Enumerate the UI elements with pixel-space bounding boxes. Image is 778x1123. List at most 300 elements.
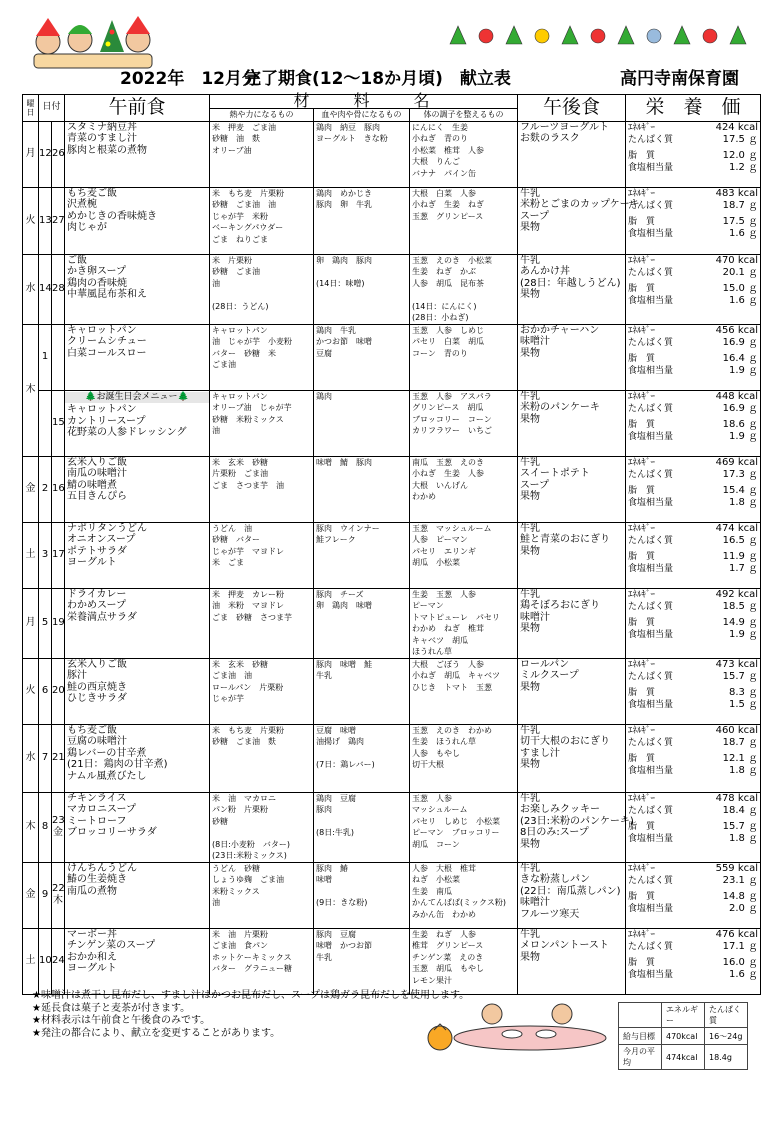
lunch-item: 豚肉と根菜の煮物 (67, 144, 148, 156)
nutrition-salt (628, 295, 758, 307)
ingredient-line: オリーブ油 じゃが芋 (212, 403, 292, 412)
menu-row (23, 187, 761, 254)
day-cell: 金 (23, 862, 39, 928)
goal-head (619, 1003, 662, 1028)
day-cell: 火 (23, 187, 39, 254)
ingredient-line: しょうゆ麹 ごま油 (212, 875, 285, 884)
nutrition-cell (626, 658, 761, 724)
day-cell: 水 (23, 254, 39, 324)
ingredient-line: 玉葱 えのき わかめ (412, 725, 493, 735)
ingredient-line: 鮭フレーク (316, 535, 356, 544)
ingredient-line: 米 片栗粉 (212, 255, 253, 265)
nutrition-label: 食塩相当量 (628, 365, 674, 376)
goal-value: 474kcal (662, 1045, 705, 1070)
nutrition-label: ｴﾈﾙｷﾞｰ (628, 793, 656, 804)
nutrition-energy (628, 659, 758, 671)
day-cell: 金 (23, 456, 39, 522)
ingredient-line: うどん 油 (212, 523, 253, 533)
snack-item: 牛乳 (520, 522, 541, 534)
nutrition-label: ｴﾈﾙｷﾞｰ (628, 122, 656, 133)
snack-item: ミルクスープ (520, 670, 579, 681)
date-cell-1: 1 (39, 324, 52, 390)
nutrition-label: 脂 質 (628, 485, 656, 496)
date-cell-1: 10 (39, 928, 52, 994)
nutrition-cell (626, 254, 761, 324)
snack-item: 果物 (520, 289, 541, 300)
nutrition-label: 脂 質 (628, 891, 656, 902)
nutrition-protein (628, 805, 758, 817)
snack-item: 味噌汁 (520, 336, 551, 347)
day-cell: 木 (23, 324, 39, 456)
col-snack: 午後食 (518, 95, 626, 122)
lunch-item: おかか和え (67, 951, 118, 963)
ingredient-line: 鶏肉 牛乳 (316, 325, 357, 335)
snack-cell (518, 792, 634, 862)
ingredient-line: キャロットパン (212, 391, 268, 401)
nutrition-label: 脂 質 (628, 753, 656, 764)
menu-table (22, 91, 761, 995)
ingredient-line: 米 油 片栗粉 (212, 929, 269, 939)
goal-label: 給与目標 (619, 1028, 662, 1045)
ingredient-line: 砂糖 油 麩 (212, 134, 261, 143)
nutrition-label: 食塩相当量 (628, 431, 674, 442)
nutrition-value: 18.4 ｇ (722, 804, 759, 816)
snack-item: 米粉とごまのカップケーキ (520, 199, 640, 210)
nutrition-label: たんぱく質 (628, 805, 674, 816)
ingredients-g2 (314, 456, 410, 522)
ingredient-line: 大根 白菜 人参 (412, 188, 477, 198)
ingredient-line: 油 (212, 426, 221, 435)
menu-row (23, 792, 761, 862)
lunch-item: 中華風昆布茶和え (67, 289, 148, 300)
ingredient-line: わかめ ねぎ 椎茸 (412, 624, 485, 633)
ingredients-g3 (410, 456, 518, 522)
snack-item: 牛乳 (520, 862, 541, 874)
ingredient-line: ごま 砂糖 さつま芋 (212, 612, 293, 622)
date-cell-2: 22 木 (52, 862, 65, 928)
snack-cell (518, 862, 626, 928)
lunch-item: キャロットパン (67, 404, 137, 415)
lunch-item: 豆腐の味噌汁 (67, 736, 128, 747)
date-cell-2: 19 (52, 588, 65, 658)
nutrition-value: 16.0 ｇ (722, 956, 759, 968)
lunch-item: 五目きんぴら (67, 491, 128, 502)
ingredient-line: 人参 ピーマン (412, 535, 468, 544)
ingredient-line: マッシュルーム (412, 805, 468, 814)
nutrition-label: ｴﾈﾙｷﾞｰ (628, 188, 656, 199)
snack-item: 果物 (520, 347, 541, 359)
nutrition-protein (628, 134, 758, 146)
ingredient-line (316, 748, 407, 760)
nutrition-value: 1.5 ｇ (728, 698, 759, 710)
ingredient-line: 牛乳 (316, 671, 333, 680)
lunch-item: 鯖の味噌煮 (67, 479, 118, 491)
nutrition-energy (628, 255, 758, 267)
ingredient-line: 油 (212, 898, 221, 907)
snack-item: お楽しみクッキー (520, 804, 601, 815)
nutrition-energy (628, 725, 758, 737)
lunch-cell (65, 121, 210, 187)
snack-item: 牛乳 (520, 792, 541, 804)
nutrition-label: 脂 質 (628, 283, 656, 294)
ingredient-line: ほうれん草 (412, 647, 453, 656)
nutrition-protein (628, 403, 758, 415)
nutrition-fat (628, 485, 758, 497)
ingredient-line: ひじき トマト 玉葱 (412, 682, 493, 692)
menu-row (23, 724, 761, 792)
ingredient-line: 豚肉 チーズ (316, 589, 364, 599)
ingredients-g1 (210, 187, 314, 254)
nutrition-energy (628, 457, 758, 469)
lunch-cell (65, 324, 210, 390)
lunch-cell (65, 928, 210, 994)
date-cell-1: 5 (39, 588, 52, 658)
lunch-item: ナポリタンうどん (67, 522, 148, 534)
lunch-item: もち麦ご飯 (67, 187, 118, 199)
day-cell: 月 (23, 588, 39, 658)
ingredient-line: コーン 青のり (412, 348, 468, 358)
snack-cell (518, 254, 626, 324)
nutrition-value: 16.4 ｇ (722, 352, 759, 364)
snack-item: 切干大根のおにぎり (520, 736, 611, 747)
ingredients-g2 (314, 121, 410, 187)
ingredient-line: 小松菜 椎茸 人参 (412, 145, 485, 155)
nutrition-label: 食塩相当量 (628, 497, 674, 508)
nutrition-value: 18.7 ｇ (722, 736, 759, 748)
ingredient-line: 片栗粉 ごま油 (212, 469, 269, 478)
lunch-cell (65, 390, 210, 456)
ingredient-line: 米粉ミックス (212, 886, 260, 896)
nutrition-cell (626, 456, 761, 522)
nutrition-value: 1.6 ｇ (728, 968, 759, 980)
lunch-cell (65, 588, 210, 658)
nutrition-value: 17.3 ｇ (722, 468, 759, 480)
snack-cell (518, 522, 626, 588)
nutrition-value: 1.8 ｇ (728, 832, 759, 844)
nutrition-fat (628, 419, 758, 431)
note-line: ★延長食は菓子と麦茶が付きます。 (32, 1002, 191, 1014)
nutrition-cell (626, 928, 761, 994)
lunch-item: 青菜のすまし汁 (67, 133, 138, 144)
nutrition-value: 16.5 ｇ (722, 534, 759, 546)
nutrition-label: ｴﾈﾙｷﾞｰ (628, 325, 656, 336)
ingredient-line: 味噌 (316, 875, 333, 884)
nutrition-label: 食塩相当量 (628, 833, 674, 844)
nutrition-label: たんぱく質 (628, 403, 674, 414)
nutrition-label: 食塩相当量 (628, 228, 674, 239)
nutrition-label: 食塩相当量 (628, 162, 674, 173)
snack-item: フルーツヨーグルト (520, 121, 609, 133)
menu-row (23, 121, 761, 187)
menu-row (23, 254, 761, 324)
ingredient-line: 砂糖 (212, 816, 229, 826)
nutrition-value: 448 kcal (715, 390, 759, 402)
ingredient-line: 胡瓜 小松菜 (412, 558, 461, 567)
birthday-banner: 🌲お誕生日会メニュー🌲 (65, 392, 209, 404)
nutrition-value: 2.0 ｇ (728, 902, 759, 914)
ingredients-g1 (210, 522, 314, 588)
ingredient-line: ピーマン (412, 601, 444, 610)
lunch-item: 鮭の西京焼き (67, 681, 128, 693)
date-cell-1: 12 (39, 121, 52, 187)
ingredient-line: ごま ねりごま (212, 234, 269, 244)
nutrition-cell (626, 390, 761, 456)
date-cell-2: 17 (52, 522, 65, 588)
lunch-item: わかめスープ (67, 600, 127, 611)
ingredient-line: ピーマン ブロッコリー (412, 828, 500, 837)
date-cell-1: 8 (39, 792, 52, 862)
nutrition-value: 15.7 ｇ (722, 670, 759, 682)
nutrition-cell (626, 121, 761, 187)
ingredient-line: 豚肉 豆腐 (316, 929, 357, 939)
date-cell-2: 24 (52, 928, 65, 994)
ingredient-line: (28日：小ねぎ) (412, 313, 469, 322)
ingredients-g3 (410, 724, 518, 792)
snack-item: 果物 (520, 545, 541, 557)
nutrition-salt (628, 969, 758, 981)
ingredient-line: うどん 砂糖 (212, 863, 261, 873)
ingredient-line: パセリ しめじ 小松菜 (412, 816, 501, 826)
ingredients-g3 (410, 862, 518, 928)
date-cell-1: 13 (39, 187, 52, 254)
ingredients-g2 (314, 254, 410, 324)
notes (32, 990, 469, 1040)
ingredient-line: ごま さつま芋 油 (212, 480, 285, 490)
nutrition-label: たんぱく質 (628, 601, 674, 612)
date-cell-2: 21 (52, 724, 65, 792)
nutrition-protein (628, 941, 758, 953)
ingredients-g1 (210, 588, 314, 658)
ingredients-g3 (410, 522, 518, 588)
menu-row (23, 390, 761, 456)
ingredient-line: 小ねぎ 胡瓜 キャベツ (412, 671, 501, 680)
nutrition-fat (628, 283, 758, 295)
nutrition-label: 食塩相当量 (628, 629, 674, 640)
nutrition-label: ｴﾈﾙｷﾞｰ (628, 523, 656, 534)
nutrition-cell (626, 187, 761, 254)
christmas-border-decoration (440, 20, 756, 50)
lunch-item: 南瓜の味噌汁 (67, 468, 128, 479)
ingredient-line: 大根 りんご (412, 157, 461, 166)
nutrition-energy (628, 523, 758, 535)
nutrition-value: 14.8 ｇ (722, 890, 759, 902)
ingredient-line: 油 (212, 278, 221, 288)
lunch-item: マカロニスープ (67, 804, 137, 815)
nutrition-fat (628, 150, 758, 162)
nutrition-label: たんぱく質 (628, 737, 674, 748)
ingredients-g1 (210, 862, 314, 928)
snack-item: 牛乳 (520, 588, 541, 600)
ingredient-line: ヨーグルト きな粉 (316, 134, 388, 143)
lunch-item: (21日：鶏肉の甘辛煮) (67, 759, 168, 770)
nutrition-label: 食塩相当量 (628, 903, 674, 914)
ingredients-g3 (410, 254, 518, 324)
date-cell-2: 26 (52, 121, 65, 187)
page-title: 完了期食(12～18か月頃) 献立表 (244, 69, 511, 89)
nutrition-value: 483 kcal (715, 187, 759, 199)
nutrition-label: 食塩相当量 (628, 699, 674, 710)
nutrition-value: 18.7 ｇ (722, 199, 759, 211)
snack-cell (518, 121, 626, 187)
lunch-item: ひじきサラダ (67, 693, 127, 704)
ingredient-line: (8日:小麦粉 バター) (212, 839, 291, 849)
lunch-item: 栄養満点サラダ (67, 611, 137, 623)
snack-item: 味噌汁 (520, 897, 551, 908)
nutrition-value: 492 kcal (715, 588, 759, 600)
lunch-cell (65, 658, 210, 724)
ingredients-g3 (410, 658, 518, 724)
ingredients-g1 (210, 324, 314, 390)
title-row (120, 64, 760, 90)
ingredients-g1 (210, 928, 314, 994)
goal-value: 18.4g (705, 1045, 748, 1070)
children-eating-illustration (412, 1000, 612, 1062)
snack-item: (22日：南瓜蒸しパン) (520, 885, 621, 897)
ingredient-line: チンゲン菜 えのき (412, 952, 484, 962)
menu-row (23, 522, 761, 588)
ingredient-line: ごま油 油 (212, 671, 253, 680)
ingredient-line: バター 砂糖 米 (212, 348, 277, 358)
nutrition-value: 14.9 ｇ (722, 616, 759, 628)
ingredient-line (316, 266, 407, 278)
lunch-cell (65, 456, 210, 522)
ingredient-line: にんにく 生姜 (412, 122, 469, 132)
lunch-cell (65, 187, 210, 254)
nutrition-value: 11.9 ｇ (722, 550, 759, 562)
col-group-condition: 体の調子を整えるもの (410, 109, 518, 122)
lunch-cell (65, 862, 210, 928)
ingredient-line: 米 油 マカロニ (212, 793, 277, 803)
nutrition-value: 460 kcal (715, 724, 759, 736)
ingredient-line (316, 816, 407, 828)
lunch-cell (65, 792, 210, 862)
nutrition-energy (628, 188, 758, 200)
nutrition-value: 478 kcal (715, 792, 759, 804)
lunch-item: マーボー丼 (67, 928, 118, 940)
snack-item: お麩のラスク (520, 133, 580, 144)
ingredient-line: (7日：鶏レバー) (316, 760, 375, 769)
nutrition-salt (628, 431, 758, 443)
nutrition-value: 1.9 ｇ (728, 628, 759, 640)
snack-cell (518, 928, 626, 994)
nutrition-salt (628, 563, 758, 575)
ingredient-line: 卵 鶏肉 味噌 (316, 601, 373, 610)
nutrition-value: 16.9 ｇ (722, 402, 759, 414)
lunch-item: ナムル風煮びたし (67, 770, 147, 782)
nutrition-salt (628, 903, 758, 915)
lunch-item: チンゲン菜のスープ (67, 940, 156, 951)
snack-item: 果物 (520, 951, 541, 963)
ingredient-line: 豚肉 卵 牛乳 (316, 200, 373, 209)
nutrition-fat (628, 821, 758, 833)
snack-item: 牛乳 (520, 928, 541, 940)
menu-row (23, 862, 761, 928)
nutrition-label: たんぱく質 (628, 337, 674, 348)
snack-item: 味噌汁 (520, 611, 551, 623)
nutrition-value: 456 kcal (715, 324, 759, 336)
ingredient-line: 南瓜 玉葱 えのき (412, 457, 485, 467)
lunch-item: スタミナ納豆丼 (67, 121, 138, 133)
ingredient-line: 豆腐 (316, 348, 333, 358)
ingredient-line: 玉葱 えのき 小松菜 (412, 255, 493, 265)
ingredient-line: 砂糖 ごま油 麩 (212, 737, 277, 746)
ingredient-line: かんてんぱぱ(ミックス粉) (412, 898, 507, 907)
ingredient-line: 生姜 玉葱 人参 (412, 589, 477, 599)
lunch-item: ご飯 (67, 254, 88, 266)
ingredient-line: 生姜 ねぎ 人参 (412, 929, 477, 939)
note-line: ★発注の都合により、献立を変更することがあります。 (32, 1027, 281, 1039)
nutrition-cell (626, 522, 761, 588)
ingredient-line: 米 ごま (212, 558, 245, 567)
lunch-cell (65, 254, 210, 324)
snack-item: (23日:米粉のパンケーキ) (520, 815, 634, 827)
ingredient-line: じゃが芋 マヨドレ (212, 546, 285, 556)
nutrition-fat (628, 891, 758, 903)
lunch-item: カントリースープ (67, 415, 146, 427)
ingredient-line: 油 じゃが芋 小麦粉 (212, 337, 293, 346)
ingredient-line: ブロッコリー コーン (412, 414, 492, 424)
ingredient-line: 小ねぎ 生姜 ねぎ (412, 200, 485, 209)
lunch-item: ヨーグルト (67, 963, 117, 974)
lunch-item: けんちんうどん (67, 862, 138, 874)
year-month: 2022年 12月分 (120, 69, 259, 89)
ingredient-line: 生姜 南瓜 (412, 886, 453, 896)
nutrition-cell (626, 862, 761, 928)
lunch-item: 白菜コールスロー (67, 347, 147, 359)
ingredient-line: 人参 胡瓜 昆布茶 (412, 278, 485, 288)
ingredients-g2 (314, 862, 410, 928)
nutrition-fat (628, 957, 758, 969)
nutrition-salt (628, 365, 758, 377)
ingredients-g3 (410, 928, 518, 994)
snack-item: 牛乳 (520, 456, 541, 468)
nutrition-salt (628, 497, 758, 509)
nutrition-label: ｴﾈﾙｷﾞｰ (628, 589, 656, 600)
snack-item: フルーツ寒天 (520, 908, 580, 920)
nutrition-value: 18.5 ｇ (722, 600, 759, 612)
ingredient-line: 米 もち麦 片栗粉 (212, 188, 285, 198)
ingredients-g2 (314, 324, 410, 390)
ingredient-line: (14日：味噌) (316, 278, 365, 288)
ingredient-line: 生姜 ほうれん草 (412, 737, 477, 746)
snack-item: 果物 (520, 623, 541, 634)
day-cell: 土 (23, 522, 39, 588)
nutrition-value: 8.3 ｇ (728, 686, 759, 698)
nutrition-cell (626, 324, 761, 390)
ingredient-line: じゃが芋 米粉 (212, 211, 269, 221)
ingredient-line: ごま油 食パン (212, 941, 269, 950)
ingredients-g1 (210, 390, 314, 456)
ingredient-line: パセリ 白菜 胡瓜 (412, 337, 485, 346)
nutrition-fat (628, 216, 758, 228)
snack-item: 果物 (520, 222, 541, 233)
ingredient-line: 卵 鶏肉 豚肉 (316, 255, 373, 265)
ingredients-g3 (410, 121, 518, 187)
lunch-item: 玄米入りご飯 (67, 658, 128, 670)
ingredient-line: パン粉 片栗粉 (212, 805, 269, 814)
nutrition-label: ｴﾈﾙｷﾞｰ (628, 659, 656, 670)
nutrition-label: たんぱく質 (628, 535, 674, 546)
date-cell-1: 9 (39, 862, 52, 928)
nutrition-energy (628, 391, 758, 403)
menu-row (23, 658, 761, 724)
ingredients-g2 (314, 724, 410, 792)
nutrition-value: 15.4 ｇ (722, 484, 759, 496)
nutrition-label: 脂 質 (628, 419, 656, 430)
ingredient-line: 玉葱 グリンピース (412, 211, 484, 221)
ingredient-line: キャロットパン (212, 325, 268, 335)
nutrition-value: 12.0 ｇ (722, 149, 759, 161)
